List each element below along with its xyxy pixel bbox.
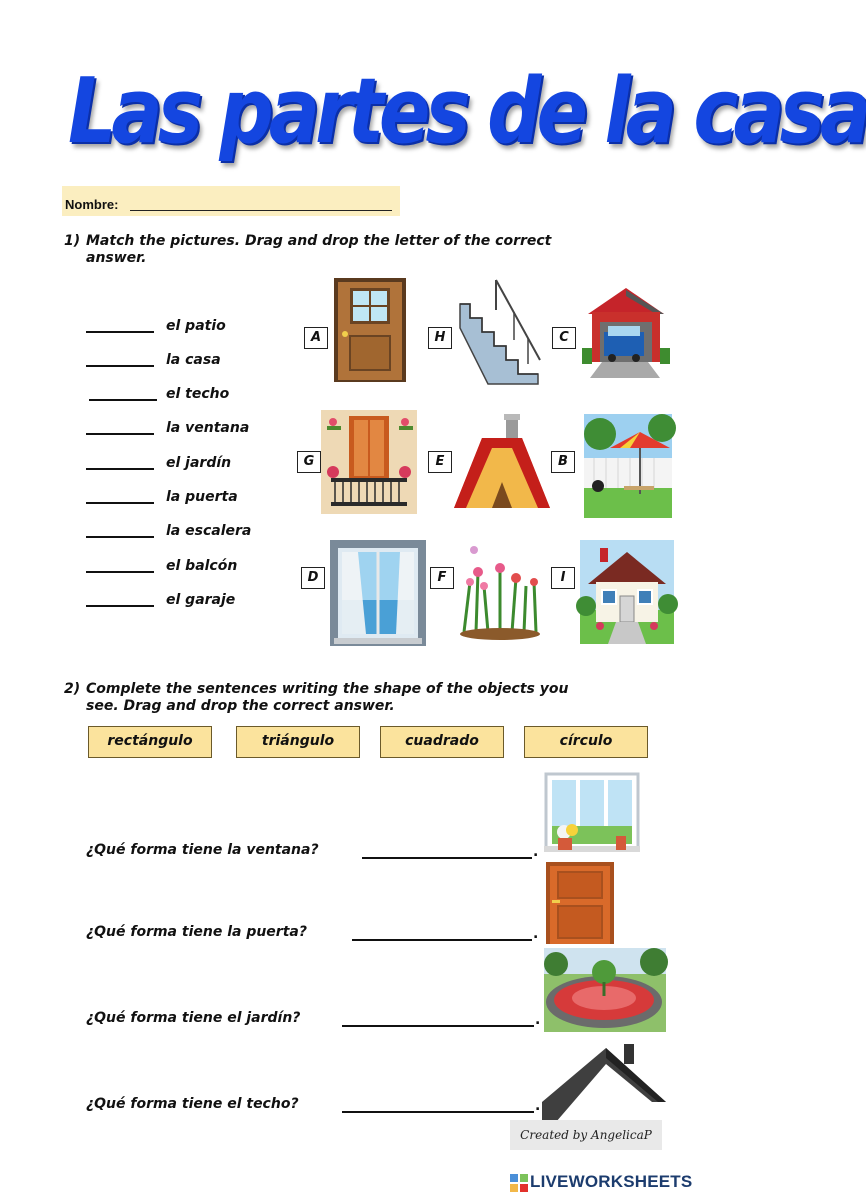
- letter-label-c[interactable]: C: [552, 327, 576, 349]
- vocab-row-puerta: [86, 489, 276, 509]
- vocab-row-balcon: [86, 558, 276, 578]
- question-ventana: [86, 842, 546, 864]
- answer-drop-blank[interactable]: [86, 468, 154, 470]
- letter-label-e[interactable]: E: [428, 451, 452, 473]
- section2-instruction-line1: Complete the sentences writing the shape of the objects you: [86, 681, 569, 697]
- letter-label-b[interactable]: B: [551, 451, 575, 473]
- balcony-image: [321, 410, 417, 514]
- answer-drop-line[interactable]: [342, 1111, 534, 1113]
- option-circulo[interactable]: círculo: [524, 726, 648, 758]
- letter-label-f[interactable]: F: [430, 567, 454, 589]
- answer-drop-blank[interactable]: [89, 399, 157, 401]
- name-input-line[interactable]: [130, 210, 392, 211]
- answer-drop-line[interactable]: [362, 857, 532, 859]
- vocab-row-ventana: [86, 420, 276, 440]
- window-shape-image: [544, 772, 640, 858]
- section2-instruction-line2: see. Drag and drop the correct answer.: [86, 698, 395, 714]
- answer-drop-blank[interactable]: [86, 331, 154, 333]
- garage-image: [582, 286, 670, 378]
- question-text: ¿Qué forma tiene la ventana?: [86, 842, 319, 858]
- vocab-word: el balcón: [166, 558, 238, 574]
- question-jardin: [86, 1010, 546, 1032]
- vocab-row-patio: [86, 318, 276, 338]
- letter-label-g[interactable]: G: [297, 451, 321, 473]
- worksheet-title: Las partes de la casa: [68, 58, 866, 164]
- answer-drop-blank[interactable]: [86, 571, 154, 573]
- letter-label-a[interactable]: A: [304, 327, 328, 349]
- answer-drop-line[interactable]: [342, 1025, 534, 1027]
- period: .: [535, 1012, 541, 1028]
- answer-drop-line[interactable]: [352, 939, 532, 941]
- answer-drop-blank[interactable]: [86, 433, 154, 435]
- vocab-word: la casa: [166, 352, 221, 368]
- answer-drop-blank[interactable]: [86, 536, 154, 538]
- garden-image: [454, 542, 546, 640]
- vocab-word: la puerta: [166, 489, 238, 505]
- question-text: ¿Qué forma tiene el jardín?: [86, 1010, 301, 1026]
- option-triangulo[interactable]: triángulo: [236, 726, 360, 758]
- section2-number: 2): [64, 681, 81, 697]
- vocab-row-escalera: [86, 523, 276, 543]
- vocab-row-jardin: [86, 455, 276, 475]
- letter-label-i[interactable]: I: [551, 567, 575, 589]
- vocab-row-casa: [86, 352, 276, 372]
- liveworksheets-logo-icon: [510, 1174, 528, 1192]
- section1-number: 1): [64, 233, 81, 249]
- period: .: [535, 1098, 541, 1114]
- question-techo: [86, 1096, 546, 1118]
- door-image: [334, 278, 406, 382]
- vocab-row-techo: [86, 386, 276, 406]
- roof-shape-image: [540, 1040, 668, 1122]
- vocab-word: el jardín: [166, 455, 232, 471]
- option-cuadrado[interactable]: cuadrado: [380, 726, 504, 758]
- vocab-word: la escalera: [166, 523, 252, 539]
- name-label: Nombre:: [65, 197, 119, 212]
- vocab-word: el garaje: [166, 592, 236, 608]
- brand-text: LIVEWORKSHEETS: [530, 1172, 693, 1191]
- period: .: [533, 926, 539, 942]
- roof-image: [452, 412, 552, 518]
- vocab-row-garaje: [86, 592, 276, 612]
- liveworksheets-brand: [510, 1172, 730, 1194]
- section1-instruction-line1: Match the pictures. Drag and drop the letter of the correct: [86, 233, 552, 249]
- patio-image: [584, 414, 672, 518]
- window-image: [330, 540, 426, 646]
- answer-drop-blank[interactable]: [86, 365, 154, 367]
- round-garden-image: [544, 948, 666, 1032]
- question-puerta: [86, 924, 546, 946]
- vocab-word: el techo: [166, 386, 230, 402]
- answer-drop-blank[interactable]: [86, 502, 154, 504]
- door-shape-image: [546, 862, 614, 944]
- vocab-word: la ventana: [166, 420, 250, 436]
- vocab-word: el patio: [166, 318, 226, 334]
- answer-drop-blank[interactable]: [86, 605, 154, 607]
- house-image: [580, 540, 674, 644]
- period: .: [533, 844, 539, 860]
- option-rectangulo[interactable]: rectángulo: [88, 726, 212, 758]
- author-credit: Created by AngelicaP: [510, 1120, 662, 1150]
- section1-instruction-line2: answer.: [86, 250, 147, 266]
- stairs-image: [454, 278, 542, 386]
- letter-label-d[interactable]: D: [301, 567, 325, 589]
- question-text: ¿Qué forma tiene el techo?: [86, 1096, 299, 1112]
- question-text: ¿Qué forma tiene la puerta?: [86, 924, 307, 940]
- letter-label-h[interactable]: H: [428, 327, 452, 349]
